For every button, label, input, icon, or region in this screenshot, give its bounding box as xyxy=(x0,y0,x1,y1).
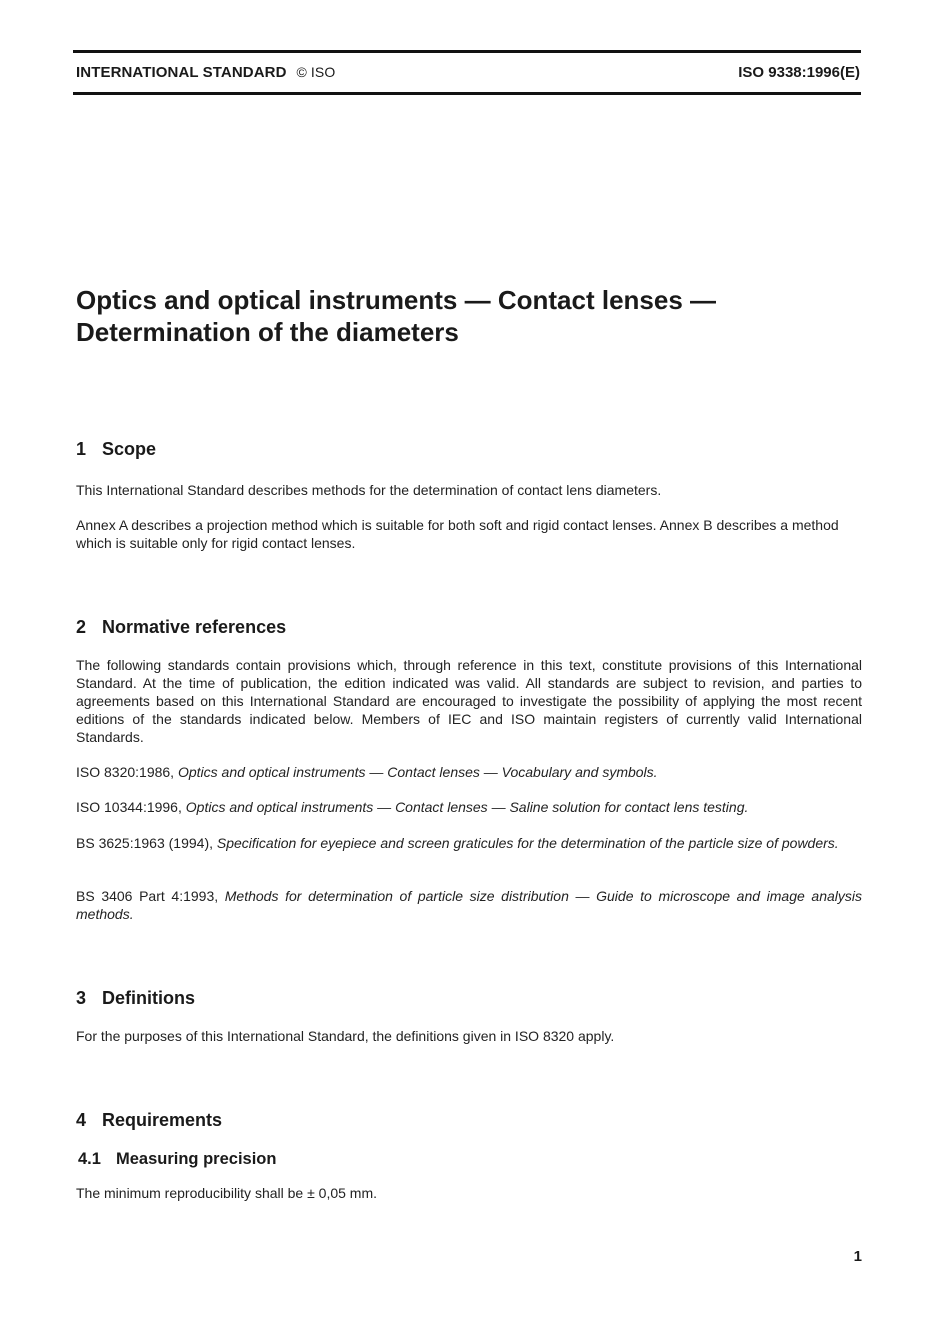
subsection-title: Measuring precision xyxy=(116,1150,277,1168)
copyright-label: © ISO xyxy=(296,64,336,80)
reference-title: Specification for eyepiece and screen graticules for the determination of the particle size of powders. xyxy=(216,835,839,851)
section-number: 3 xyxy=(76,988,87,1008)
section-title: Normative references xyxy=(102,617,287,637)
subsection-number: 4.1 xyxy=(78,1150,101,1168)
reference-item xyxy=(76,834,862,852)
title-line-2: Determination of the diameters xyxy=(76,317,459,347)
reference-item xyxy=(76,798,862,816)
subsection-heading-measuring-precision xyxy=(78,1150,276,1169)
section-number: 2 xyxy=(76,617,87,637)
reference-code: BS 3406 Part 4:1993, xyxy=(76,888,225,904)
reference-item xyxy=(76,763,862,781)
normative-paragraph: The following standards contain provisions which, through reference in this text, constitute provisions of this International Standard. At the time of publication, the edition indicated was valid. All standards are subject to revision, and parties to agreements based on this International Standard are encouraged to investigate the possibility of applying the most recent editions of the standards indicated below. Members of IEC and ISO maintain registers of currently valid International Standards. xyxy=(76,657,862,745)
reference-code: ISO 8320:1986, xyxy=(76,764,178,780)
scope-paragraph-1: This International Standard describes methods for the determination of contact lens diameters. xyxy=(76,482,662,498)
section-title: Definitions xyxy=(102,988,195,1008)
page-number: 1 xyxy=(853,1248,862,1265)
standard-label: INTERNATIONAL STANDARD xyxy=(76,64,287,81)
reference-title: Optics and optical instruments — Contact lenses — Saline solution for contact lens testing. xyxy=(185,799,749,815)
header-bottom-rule xyxy=(73,92,861,95)
header-left xyxy=(76,64,335,81)
reference-title: Methods for determination of particle size distribution — Guide to microscope and image analysis methods. xyxy=(76,888,863,922)
section-title: Requirements xyxy=(102,1110,223,1130)
section-heading-scope xyxy=(76,439,156,460)
title-line-1: Optics and optical instruments — Contact lenses — xyxy=(76,285,717,315)
reference-code: ISO 10344:1996, xyxy=(76,799,186,815)
section-number: 1 xyxy=(76,439,87,459)
header-top-rule xyxy=(73,50,861,53)
measuring-precision-paragraph: The minimum reproducibility shall be ± 0,05 mm. xyxy=(76,1185,378,1201)
section-number: 4 xyxy=(76,1110,87,1130)
scope-paragraph-2: Annex A describes a projection method which is suitable for both soft and rigid contact lenses. Annex B describes a method which is suitable only for rigid contact lenses. xyxy=(76,517,839,551)
document-id: ISO 9338:1996(E) xyxy=(738,64,860,81)
reference-title: Optics and optical instruments — Contact lenses — Vocabulary and symbols. xyxy=(177,764,658,780)
document-title xyxy=(76,284,716,348)
section-heading-normative-references xyxy=(76,617,286,638)
reference-code: BS 3625:1963 (1994), xyxy=(76,835,217,851)
section-title: Scope xyxy=(102,439,157,459)
section-heading-definitions xyxy=(76,988,195,1009)
section-heading-requirements xyxy=(76,1110,222,1131)
reference-item xyxy=(76,887,862,923)
definitions-paragraph: For the purposes of this International Standard, the definitions given in ISO 8320 apply. xyxy=(76,1028,615,1044)
